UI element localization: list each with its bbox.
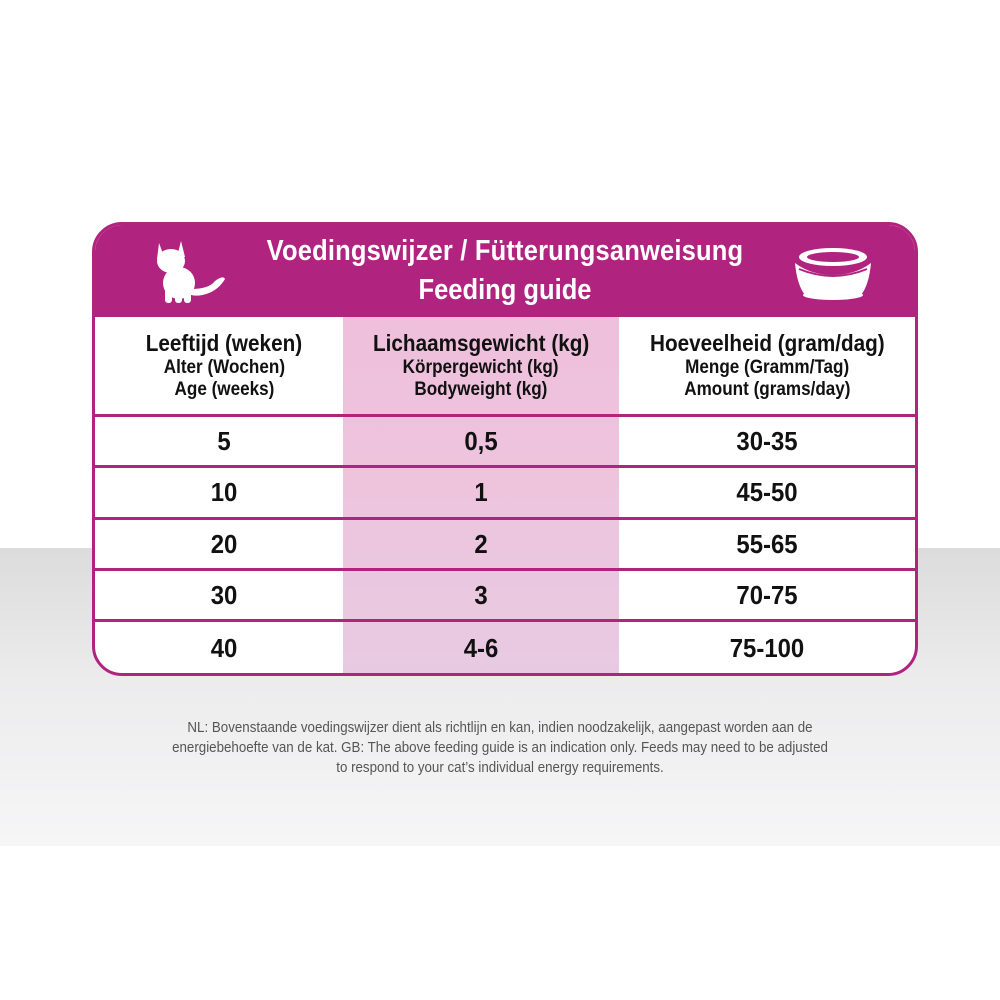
- table-row: [95, 571, 915, 619]
- column-header-de: Menge (Gramm/Tag): [684, 357, 850, 378]
- card-header: [95, 225, 915, 317]
- column-header-de: Alter (Wochen): [163, 357, 285, 378]
- table-row: [95, 468, 915, 517]
- footnote-line: NL: Bovenstaande voedingswijzer dient als richtlijn en kan, indien noodzakelijk, aangepast worden aan de: [187, 720, 813, 736]
- age-cell: 30: [210, 579, 238, 610]
- bodyweight-cell: 1: [474, 477, 488, 507]
- header-title-line2: Feeding guide: [418, 274, 592, 306]
- footnote-line: energiebehoefte van de kat. GB: The above feeding guide is an indication only. Feeds may need to be adjusted: [172, 740, 828, 756]
- header-title-line1: Voedingswijzer / Fütterungsanweisung: [266, 235, 744, 267]
- column-header-nl: Lichaamsgewicht (kg): [372, 330, 590, 356]
- age-cell: 40: [210, 632, 238, 663]
- amount-cell: 75-100: [729, 632, 805, 663]
- table-row: [95, 520, 915, 568]
- feeding-guide-card: [92, 222, 918, 676]
- food-bowl-icon: [785, 245, 881, 301]
- table-header-row: [95, 317, 915, 414]
- column-header-nl: Hoeveelheid (gram/dag): [649, 330, 885, 356]
- amount-cell: 30-35: [736, 425, 798, 456]
- bodyweight-cell: 3: [474, 579, 488, 610]
- amount-cell: 55-65: [736, 528, 798, 559]
- column-header-de: Körpergewicht (kg): [403, 357, 559, 378]
- column-header-nl: Leeftijd (weken): [145, 330, 303, 356]
- bodyweight-cell: 0,5: [464, 425, 498, 456]
- table-row: [95, 622, 915, 674]
- footnote-line: to respond to your cat’s individual energy requirements.: [336, 760, 664, 776]
- amount-cell: 70-75: [736, 579, 798, 610]
- bodyweight-cell: 4-6: [463, 632, 499, 663]
- age-cell: 10: [210, 477, 238, 507]
- table-row: [95, 417, 915, 465]
- age-cell: 5: [217, 425, 231, 456]
- column-header-age: [95, 317, 353, 414]
- feeding-table: [95, 317, 915, 673]
- age-cell: 20: [210, 528, 238, 559]
- column-header-en: Bodyweight (kg): [414, 379, 548, 400]
- column-header-bodyweight: [343, 317, 619, 414]
- amount-cell: 45-50: [736, 477, 798, 507]
- column-header-amount: [619, 317, 915, 414]
- column-header-en: Age (weeks): [174, 379, 274, 400]
- column-header-en: Amount (grams/day): [683, 379, 851, 400]
- bodyweight-cell: 2: [474, 528, 488, 559]
- footnote: [150, 718, 849, 778]
